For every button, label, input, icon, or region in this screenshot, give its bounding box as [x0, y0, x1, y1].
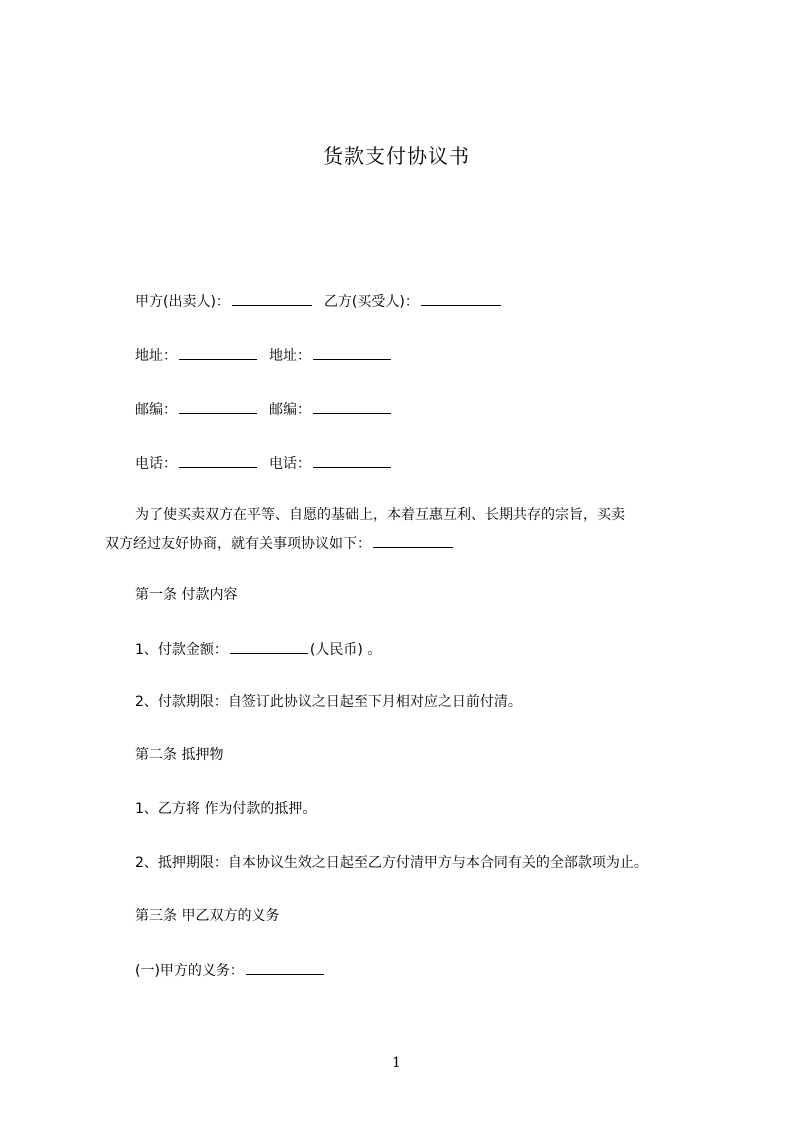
page-number: 1: [392, 1055, 401, 1071]
party-b-address-blank: [313, 345, 391, 360]
document-title: 货款支付协议书: [323, 144, 470, 168]
article-2-item-1: 1、乙方将 作为付款的抵押。: [135, 801, 317, 817]
postcode-line: [135, 399, 393, 420]
address-line: [135, 345, 393, 366]
party-a-postcode-blank: [179, 399, 257, 414]
article-3-heading: 第三条 甲乙双方的义务: [135, 908, 280, 924]
article-1-heading: 第一条 付款内容: [135, 587, 238, 603]
party-a-blank: [232, 291, 312, 306]
party-a-phone-label: 电话：: [135, 456, 177, 472]
article-2-heading: 第二条 抵押物: [135, 747, 224, 763]
party-a-obligation-label: (一)甲方的义务：: [135, 963, 244, 979]
payment-amount-blank: [230, 639, 308, 654]
article-1-item-1: [135, 639, 381, 660]
article-3-item-1: [135, 960, 326, 981]
party-a-label: 甲方(出卖人)：: [135, 294, 230, 310]
payment-amount-label: 1、付款金额：: [135, 642, 228, 658]
party-b-label: 乙方(买受人)：: [323, 294, 419, 310]
preamble-line-2: [105, 533, 455, 554]
party-b-blank: [421, 291, 501, 306]
party-b-address-label: 地址：: [269, 348, 311, 364]
party-b-postcode-blank: [313, 399, 391, 414]
party-b-phone-blank: [313, 453, 391, 468]
party-b-phone-label: 电话：: [269, 456, 311, 472]
party-a-postcode-label: 邮编：: [135, 402, 177, 418]
party-a-address-blank: [179, 345, 257, 360]
article-1-item-2: 2、付款期限：自签订此协议之日起至下月相对应之日前付清。: [135, 694, 522, 710]
preamble-line-2-text: 双方经过友好协商，就有关事项协议如下：: [105, 536, 371, 552]
party-a-address-label: 地址：: [135, 348, 177, 364]
party-a-phone-blank: [179, 453, 257, 468]
phone-line: [135, 453, 393, 474]
preamble-line-1: 为了使买卖双方在平等、自愿的基础上，本着互惠互利、长期共存的宗旨，买卖: [135, 507, 625, 523]
party-a-obligation-blank: [246, 960, 324, 975]
party-b-postcode-label: 邮编：: [269, 402, 311, 418]
payment-amount-suffix: (人民币) 。: [309, 642, 382, 658]
article-2-item-2: 2、抵押期限：自本协议生效之日起至乙方付清甲方与本合同有关的全部款项为止。: [135, 855, 648, 871]
party-line: [135, 291, 503, 312]
preamble-blank: [373, 533, 453, 548]
